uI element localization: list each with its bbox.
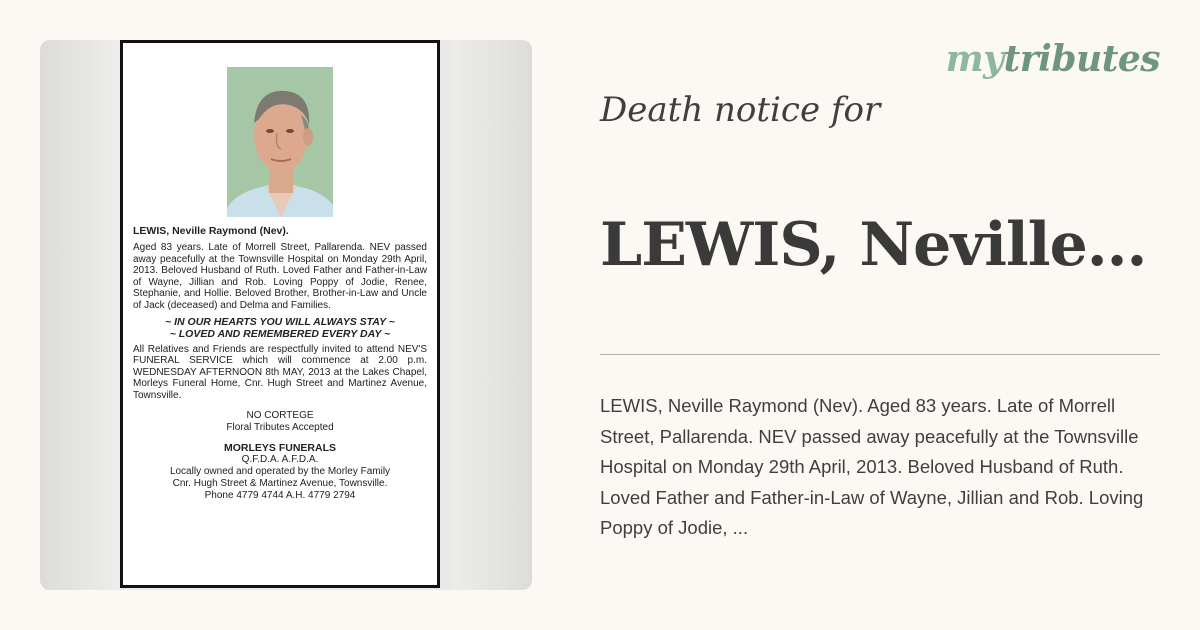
- notice-floral: Floral Tributes Accepted: [226, 421, 334, 433]
- divider: [600, 354, 1160, 355]
- notice-image-card: [40, 40, 532, 590]
- notice-verse-line-1: ~ IN OUR HEARTS YOU WILL ALWAYS STAY ~: [165, 315, 395, 328]
- notice-name: LEWIS, Neville Raymond (Nev).: [133, 225, 289, 237]
- notice-verse: [133, 316, 427, 341]
- deceased-name-heading: LEWIS, Neville...: [600, 210, 1147, 280]
- funeral-firm-phone: Phone 4779 4744 A.H. 4779 2794: [204, 489, 356, 501]
- portrait-illustration: [227, 67, 333, 217]
- funeral-firm-accreditation: Q.F.D.A. A.F.D.A.: [241, 453, 319, 465]
- notice-excerpt: LEWIS, Neville Raymond (Nev). Aged 83 years. Late of Morrell Street, Pallarenda. NEV passed away peacefully at the Townsville Hospital on Monday 29th April, 2013. Beloved Husband of Ruth. Loved Father and Father-in-Law of Wayne, Jillian and Rob. Loving Poppy of Jodie, ...: [600, 395, 1144, 538]
- funeral-firm-ownership: Locally owned and operated by the Morley Family: [169, 465, 391, 477]
- deceased-photo: [227, 67, 333, 217]
- notice-body: Aged 83 years. Late of Morrell Street, Pallarenda. NEV passed away peacefully at the Townsville Hospital on Monday 29th April, 2013. Beloved Husband of Ruth. Loved Father and Father-in-Law of Wayne, Jillian and Rob. Loving Poppy of Jodie, Renee, Stephanie, and Hollie. Beloved Brother, Brother-in-Law and Uncle of Jack (deceased) and Delma and Families.: [133, 242, 427, 311]
- newspaper-notice: [120, 40, 440, 588]
- mytributes-logo: [946, 38, 1160, 80]
- funeral-firm-name: MORLEYS FUNERALS: [223, 441, 336, 454]
- card-shade-left: [40, 40, 120, 590]
- card-shade-right: [452, 40, 532, 590]
- logo-part-tributes: tributes: [1003, 38, 1160, 80]
- notice-verse-line-2: ~ LOVED AND REMEMBERED EVERY DAY ~: [169, 328, 391, 341]
- notice-funeral-details: All Relatives and Friends are respectfully invited to attend NEV'S FUNERAL SERVICE which will commence at 2.00 p.m. WEDNESDAY AFTERNOON 8th MAY, 2013 at the Lakes Chapel, Morleys Funeral Home, Cnr. Hugh Street and Martinez Avenue, Townsville.: [133, 343, 427, 401]
- funeral-firm-address: Cnr. Hugh Street & Martinez Avenue, Townsville.: [172, 477, 388, 489]
- logo-part-my: my: [945, 38, 1004, 80]
- notice-cortege: NO CORTEGE: [246, 409, 314, 421]
- intro-heading: Death notice for: [600, 90, 881, 130]
